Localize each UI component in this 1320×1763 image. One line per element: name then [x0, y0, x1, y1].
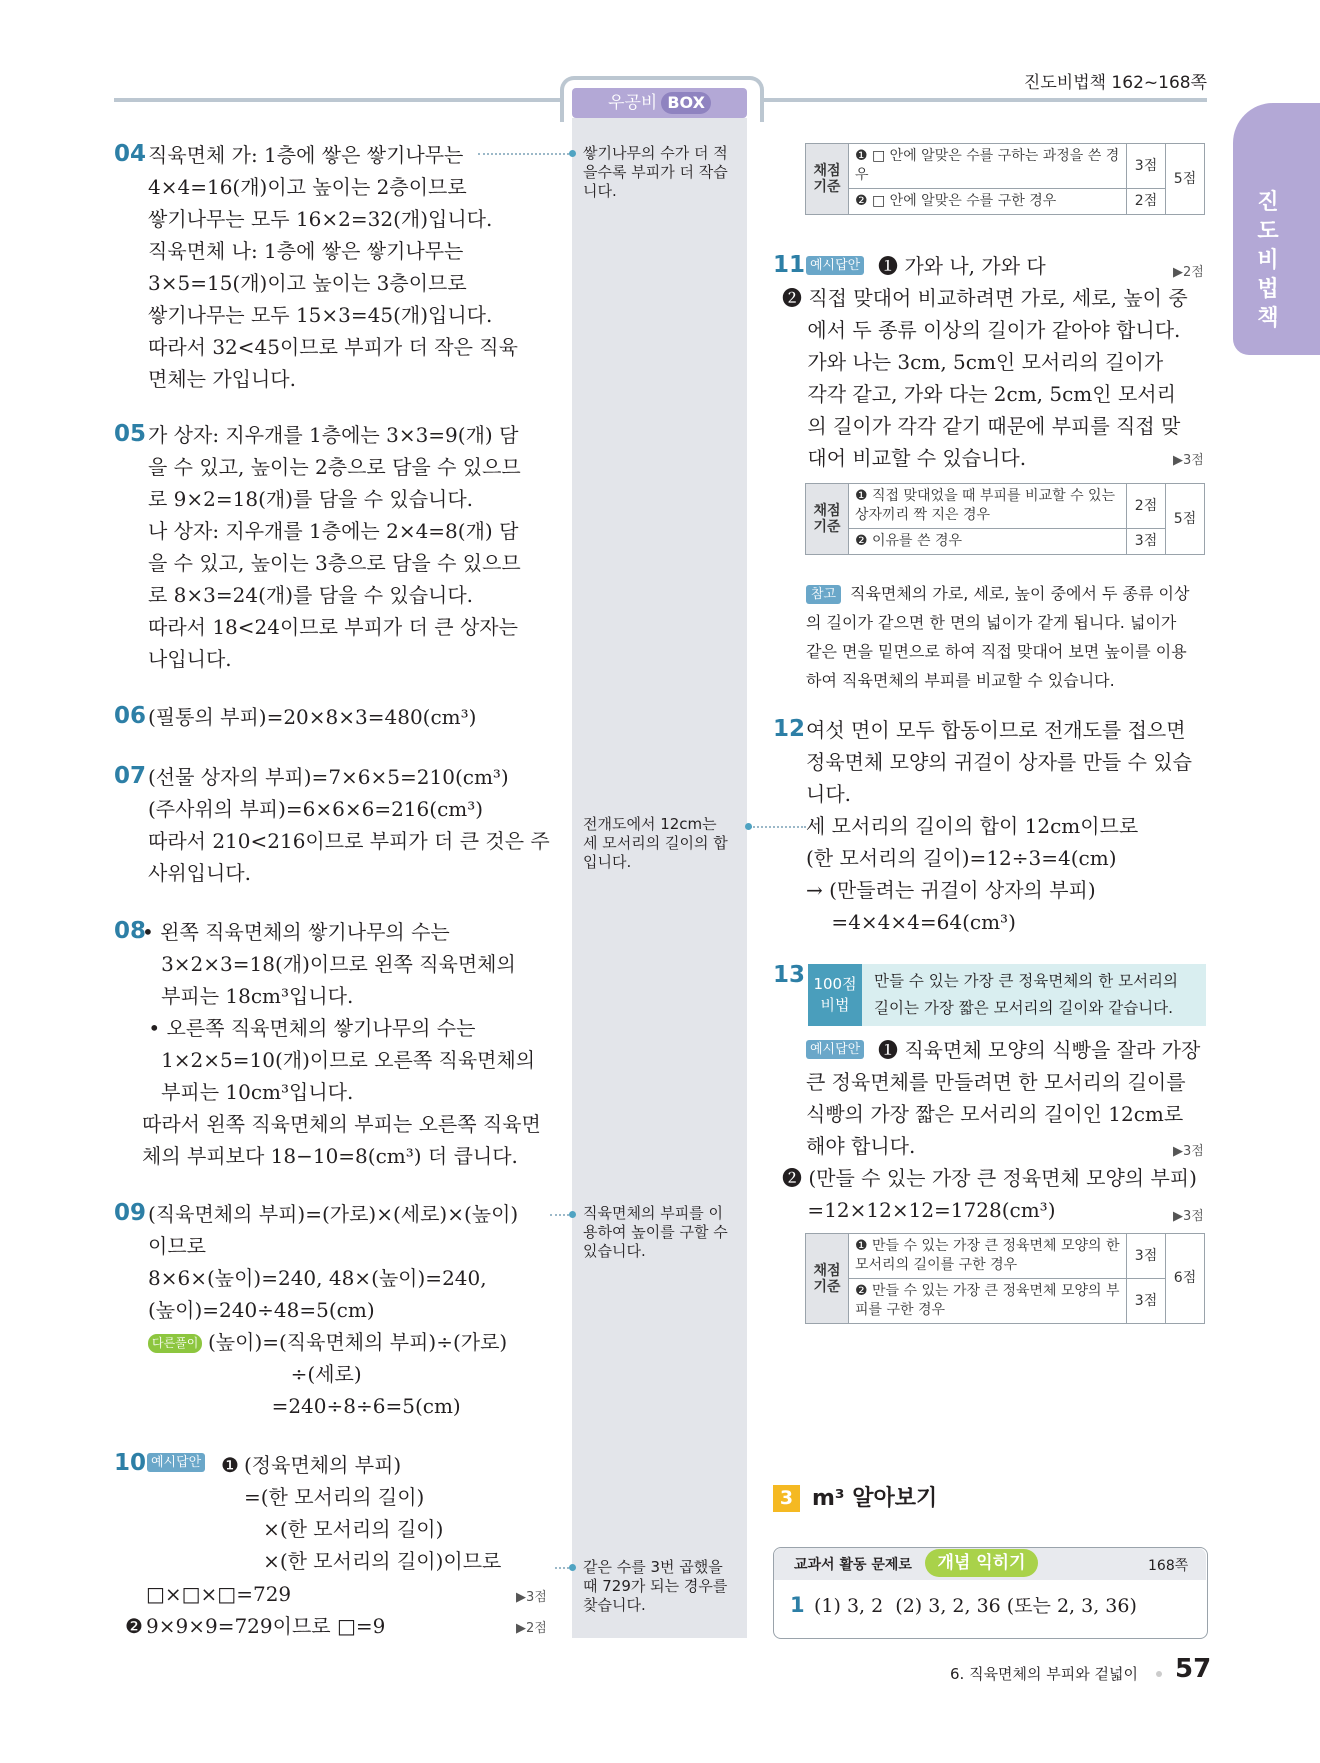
points-marker: ▶3점 — [1173, 1209, 1204, 1224]
problem-number: 13 — [773, 962, 806, 988]
section-title: m³ 알아보기 — [812, 1486, 938, 1511]
problem-number: 05 — [114, 421, 147, 447]
box-label: 우공비 BOX — [572, 88, 747, 118]
grading-criterion: ❶ 직접 맞대었을 때 부피를 비교할 수 있는 상자끼리 짝 지은 경우 — [849, 484, 1127, 529]
grading-table-13 — [805, 1233, 1205, 1324]
memo-2: 전개도에서 12cm는 세 모서리의 길이의 합 입니다. — [583, 815, 728, 871]
grading-score: 2점 — [1127, 484, 1166, 529]
grading-label: 채점 기준 — [806, 1234, 849, 1324]
problem-10-equation-1: □×□×□=729 — [146, 1582, 292, 1606]
problem-09-text: (직육면체의 부피)=(가로)×(세로)×(높이) 이므로 8×6×(높이)=240, 48×(높이)=240, (높이)=240÷48=5(cm) — [148, 1202, 519, 1322]
leader-dot — [569, 150, 576, 157]
note-badge: 참고 — [806, 583, 841, 604]
step-2-marker: ❷ — [125, 1614, 143, 1638]
points-marker: ▶3점 — [1173, 453, 1204, 468]
problem-number: 12 — [773, 716, 806, 742]
memo-1: 쌓기나무의 수가 더 적 을수록 부피가 더 작습 니다. — [583, 144, 728, 200]
section-number: 3 — [773, 1485, 800, 1512]
grading-criterion: ❷ □ 안에 알맞은 수를 구한 경우 — [849, 189, 1127, 215]
answer-badge: 예시답안 — [147, 1453, 205, 1473]
alt-solution-badge: 다른풀이 — [148, 1334, 202, 1354]
note-text: 직육면체의 가로, 세로, 높이 중에서 두 종류 이상 의 길이가 같으면 한 면의 넓이가 같게 됩니다. 넓이가 같은 면을 밑면으로 하여 직접 맞대어 보면 높이를 이용 하여 직육면체의 부피를 비교할 수 있습니다. — [806, 584, 1190, 690]
problem-11-line-1: ❶ 가와 나, 가와 다 — [878, 254, 1046, 278]
problem-05-text: 가 상자: 지우개를 1층에는 3×3=9(개) 담 을 수 있고, 높이는 2층으로 담을 수 있으므 로 9×2=18(개)를 담을 수 있습니다. 나 상자: 지우개를 1층에는 2×4=8(개) 담 을 수 있고, 높이는 3층으로 담을 수 있으므 로 8×3=24(개)를 담을 수 있습니다. 따라서 18<24이므로 부피가 더 큰 상자는 나입니다. — [148, 423, 521, 671]
problem-number: 11 — [773, 252, 806, 278]
problem-number: 10 — [114, 1450, 147, 1476]
points-marker: ▶3점 — [516, 1590, 547, 1605]
activity-page-ref: 168쪽 — [1148, 1558, 1189, 1574]
page-reference: 진도비법책 162~168쪽 — [1023, 73, 1207, 93]
footer-dot — [1156, 1671, 1162, 1677]
memo-column — [572, 118, 747, 1638]
problem-number: 06 — [114, 703, 147, 729]
points-marker: ▶3점 — [1173, 1144, 1204, 1159]
memo-4: 같은 수를 3번 곱했을 때 729가 되는 경우를 찾습니다. — [583, 1558, 728, 1614]
activity-label: 교과서 활동 문제로 — [794, 1557, 912, 1573]
problem-number: 04 — [114, 141, 147, 167]
step-1-marker: ❶ — [221, 1453, 239, 1477]
answer-badge: 예시답안 — [806, 1040, 864, 1060]
problem-12-text: 여섯 면이 모두 합동이므로 전개도를 접으면 정육면체 모양의 귀걸이 상자를 만들 수 있습 니다. 세 모서리의 길이의 합이 12cm이므로 (한 모서리의 길이)=12÷3=4(cm) → (만들려는 귀걸이 상자의 부피) =4×4×4=64(cm³) — [806, 718, 1192, 934]
grading-score: 3점 — [1127, 1279, 1166, 1324]
grading-label: 채점 기준 — [806, 144, 849, 215]
points-marker: ▶2점 — [516, 1621, 547, 1636]
problem-06-text: (필통의 부피)=20×8×3=480(cm³) — [148, 705, 477, 729]
grading-label: 채점 기준 — [806, 484, 849, 555]
problem-13-text-1: ❶ 직육면체 모양의 식빵을 잘라 가장 큰 정육면체를 만들려면 한 모서리의 길이를 식빵의 가장 짧은 모서리의 길이인 12cm로 해야 합니다. — [806, 1038, 1201, 1158]
grading-total: 5점 — [1166, 144, 1205, 215]
points-marker: ▶2점 — [1173, 265, 1204, 280]
grading-total: 6점 — [1166, 1234, 1205, 1324]
hint-text: 만들 수 있는 가장 큰 정육면체의 한 모서리의 길이는 가장 짧은 모서리의 길이와 같습니다. — [874, 972, 1179, 1017]
problem-number: 09 — [114, 1200, 147, 1226]
problem-08-text: • 왼쪽 직육면체의 쌓기나무의 수는 3×2×3=18(개)이므로 왼쪽 직육면체의 부피는 18cm³입니다. • 오른쪽 직육면체의 쌓기나무의 수는 1×2×5=10(개)이므로 오른쪽 직육면체의 부피는 10cm³입니다. 따라서 왼쪽 직육면체의 부피는 오른쪽 직육면 체의 부피보다 18−10=8(cm³) 더 큽니다. — [142, 920, 541, 1168]
problem-number: 07 — [114, 763, 147, 789]
problem-13-text-2: ❷ (만들 수 있는 가장 큰 정육면체 모양의 부피) =12×12×12=1728(cm³) — [782, 1166, 1197, 1222]
answer-badge: 예시답안 — [806, 256, 864, 276]
problem-number: 08 — [114, 918, 147, 944]
problem-10-text: (정육면체의 부피) =(한 모서리의 길이) ×(한 모서리의 길이) ×(한 모서리의 길이)이므로 — [244, 1453, 502, 1573]
grading-table-10 — [805, 143, 1205, 215]
activity-answer: (1) 3, 2 (2) 3, 2, 36 (또는 2, 3, 36) — [814, 1595, 1137, 1617]
grading-criterion: ❶ □ 안에 알맞은 수를 구하는 과정을 쓴 경우 — [849, 144, 1127, 189]
side-tab-label: 진 도 비 법 책 — [1257, 190, 1279, 331]
grading-score: 2점 — [1127, 189, 1166, 215]
problem-07-text: (선물 상자의 부피)=7×6×5=210(cm³) (주사위의 부피)=6×6×6=216(cm³) 따라서 210<216이므로 부피가 더 큰 것은 주 사위입니다. — [148, 765, 550, 885]
problem-10-equation-2: 9×9×9=729이므로 □=9 — [146, 1614, 386, 1638]
grading-score: 3점 — [1127, 1234, 1166, 1279]
leader-dot — [569, 1564, 576, 1571]
grading-score: 3점 — [1127, 144, 1166, 189]
grading-table-11 — [805, 483, 1205, 555]
answer-number: 1 — [790, 1593, 805, 1617]
leader-dot — [745, 823, 752, 830]
memo-3: 직육면체의 부피를 이 용하여 높이를 구할 수 있습니다. — [583, 1204, 728, 1260]
leader-line — [750, 826, 806, 828]
grading-criterion: ❷ 만들 수 있는 가장 큰 정육면체 모양의 부피를 구한 경우 — [849, 1279, 1127, 1324]
leader-dot — [569, 1211, 576, 1218]
page-number: 57 — [1175, 1654, 1212, 1684]
hint-tag: 100점 비법 — [808, 964, 862, 1026]
chapter-title: 6. 직육면체의 부피와 겉넓이 — [950, 1665, 1139, 1683]
problem-04-text: 직육면체 가: 1층에 쌓은 쌓기나무는 4×4=16(개)이고 높이는 2층이므로 쌓기나무는 모두 16×2=32(개)입니다. 직육면체 나: 1층에 쌓은 쌓기나무는 3×5=15(개)이고 높이는 3층이므로 쌓기나무는 모두 15×3=45(개)입니다. 따라서 32<45이므로 부피가 더 작은 직육 면체는 가입니다. — [148, 143, 518, 391]
grading-criterion: ❶ 만들 수 있는 가장 큰 정육면체 모양의 한 모서리의 길이를 구한 경우 — [849, 1234, 1127, 1279]
grading-score: 3점 — [1127, 529, 1166, 555]
grading-criterion: ❷ 이유를 쓴 경우 — [849, 529, 1127, 555]
alt-solution-text: (높이)=(직육면체의 부피)÷(가로) ÷(세로) =240÷8÷6=5(cm) — [208, 1330, 508, 1418]
activity-pill: 개념 익히기 — [925, 1549, 1038, 1577]
problem-11-text: ❷ 직접 맞대어 비교하려면 가로, 세로, 높이 중 에서 두 종류 이상의 길이가 같아야 합니다. 가와 나는 3cm, 5cm인 모서리의 길이가 각각 같고, 가와 다는 2cm, 5cm인 모서리 의 길이가 각각 같기 때문에 부피를 직접 맞 대어 비교할 수 있습니다. — [782, 286, 1188, 470]
grading-total: 5점 — [1166, 484, 1205, 555]
